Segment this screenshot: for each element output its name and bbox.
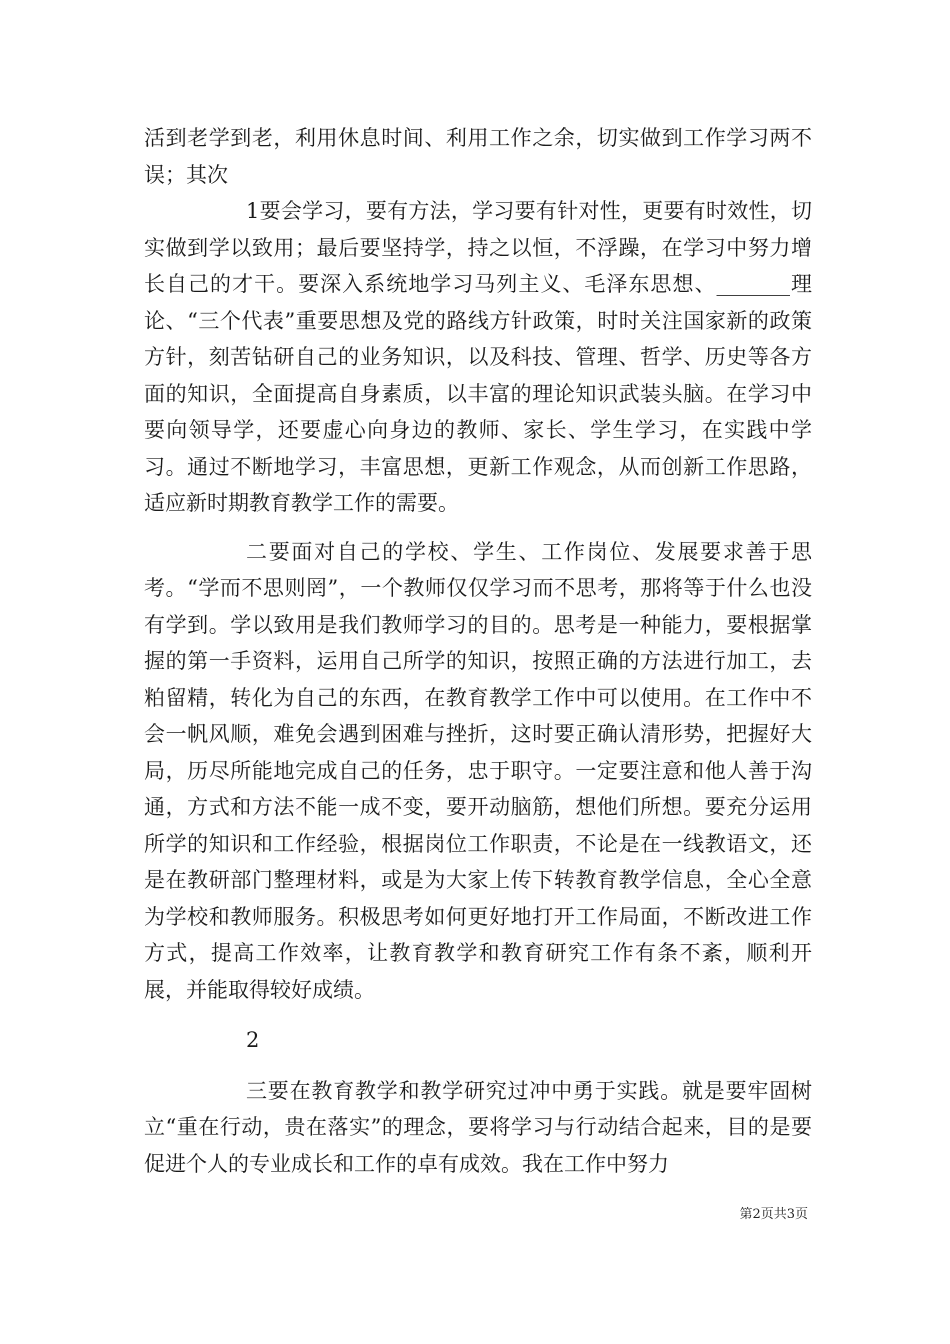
page-footer: 第2页共3页 (739, 1207, 808, 1222)
paragraph-practice: 三要在教育教学和教学研究过冲中勇于实践。就是要牢固树立“重在行动，贵在落实”的理念，要将学习与行动结合起来，目的是要促进个人的专业成长和工作的卓有成效。我在工作中努力 (144, 1078, 812, 1176)
body-text (144, 120, 812, 1182)
paragraph-learn-method: 1要会学习，要有方法，学习要有针对性，更要有时效性，切实做到学以致用；最后要坚持学，持之以恒，不浮躁，在学习中努力增长自己的才干。要深入系统地学习马列主义、毛泽东思想、_______理论、“三个代表”重要思想及党的路线方针政策，时时关注国家新的政策方针，刻苦钻研自己的业务知识，以及科技、管理、哲学、历史等各方面的知识，全面提高自身素质，以丰富的理论知识武装头脑。在学习中要向领导学，还要虚心向身边的教师、家长、学生学习，在实践中学习。通过不断地学习，丰富思想，更新工作观念，从而创新工作思路，适应新时期教育教学工作的需要。 (144, 199, 812, 515)
paragraph-think: 二要面对自己的学校、学生、工作岗位、发展要求善于思考。“学而不思则罔”，一个教师仅仅学习而不思考，那将等于什么也没有学到。学以致用是我们教师学习的目的。思考是一种能力，要根据掌握的第一手资料，运用自己所学的知识，按照正确的方法进行加工，去粕留精，转化为自己的东西，在教育教学工作中可以使用。在工作中不会一帆风顺，难免会遇到困难与挫折，这时要正确认清形势，把握好大局，历尽所能地完成自己的任务，忠于职守。一定要注意和他人善于沟通，方式和方法不能一成不变，要开动脑筋，想他们所想。要充分运用所学的知识和工作经验，根据岗位工作职责，不论是在一线教语文，还是在教研部门整理材料，或是为大家上传下转教育教学信息，全心全意为学校和教师服务。积极思考如何更好地打开工作局面，不断改进工作方式，提高工作效率，让教育教学和教育研究工作有条不紊，顺利开展，并能取得较好成绩。 (144, 539, 812, 1002)
paragraph-continuation: 活到老学到老，利用休息时间、利用工作之余，切实做到工作学习两不误；其次 (144, 126, 812, 187)
inline-page-number: 2 (246, 1028, 260, 1052)
